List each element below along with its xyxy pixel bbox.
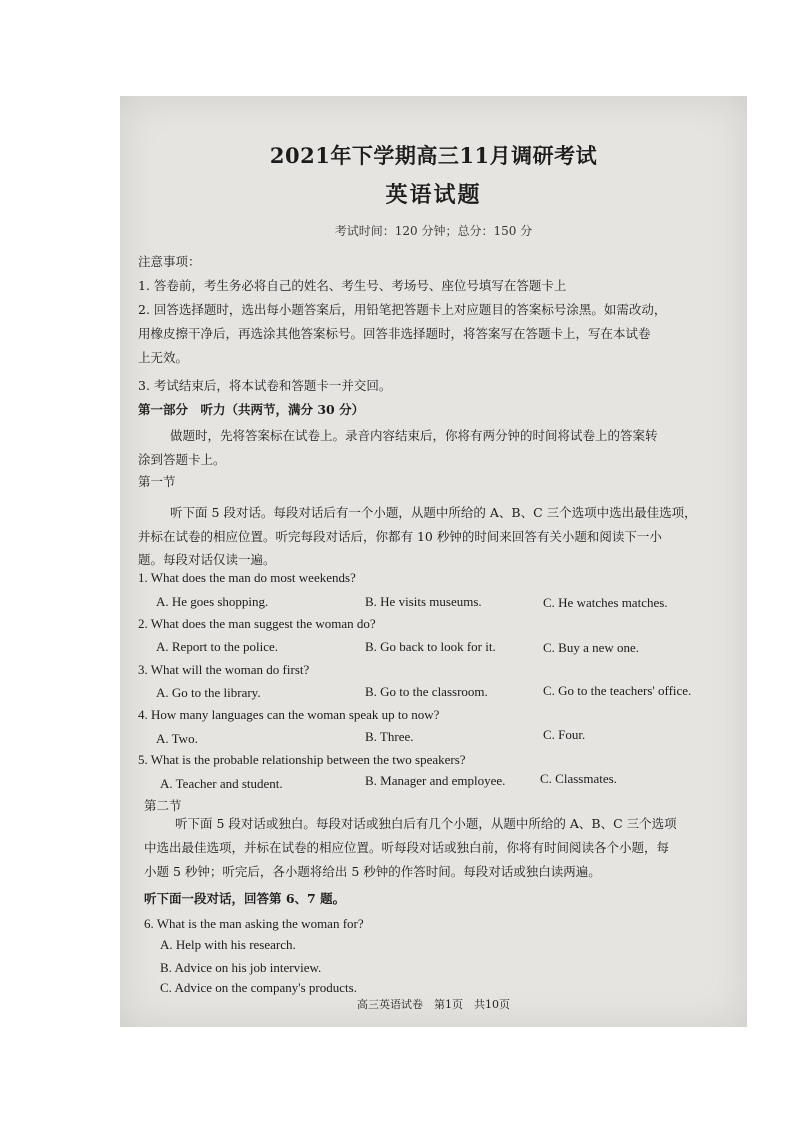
- question-3-option-c: C. Go to the teachers' office.: [543, 683, 692, 698]
- question-1: 1. What does the man do most weekends?: [138, 570, 356, 585]
- question-6-option-b: B. Advice on his job interview.: [160, 960, 322, 975]
- question-1-option-b: B. He visits museums.: [365, 594, 482, 609]
- section1-heading: 第一节: [138, 474, 176, 489]
- question-4-option-a: A. Two.: [156, 731, 198, 746]
- question-5-option-a: A. Teacher and student.: [160, 776, 283, 791]
- question-2-option-b: B. Go back to look for it.: [365, 639, 496, 654]
- question-group-heading: 听下面一段对话，回答第 6、7 题。: [144, 891, 346, 906]
- section1-intro-line2: 并标在试卷的相应位置。听完每段对话后，你都有 10 秒钟的时间来回答有关小题和阅读下一小: [138, 529, 662, 544]
- notice-item-3: 3. 考试结束后，将本试卷和答题卡一并交回。: [138, 378, 392, 393]
- question-3: 3. What will the woman do first?: [138, 662, 310, 677]
- section2-heading: 第二节: [144, 798, 182, 813]
- question-1-option-a: A. He goes shopping.: [156, 594, 269, 609]
- notice-item-2-line3: 上无效。: [138, 350, 189, 365]
- question-2-option-c: C. Buy a new one.: [543, 640, 640, 655]
- section1-intro-line3: 题。每段对话仅读一遍。: [138, 552, 276, 567]
- section1-intro-line1: 听下面 5 段对话。每段对话后有一个小题，从题中所给的 A、B、C 三个选项中选出最佳选项，: [170, 505, 697, 520]
- part1-intro-line2: 涂到答题卡上。: [138, 452, 226, 467]
- page-footer: 高三英语试卷 第1页 共10页: [357, 998, 510, 1011]
- part1-heading: 第一部分 听力（共两节，满分 30 分）: [138, 402, 365, 417]
- notice-item-1: 1. 答卷前，考生务必将自己的姓名、考生号、考场号、座位号填写在答题卡上: [138, 278, 567, 293]
- question-6-option-a: A. Help with his research.: [160, 937, 296, 952]
- question-6-option-c: C. Advice on the company's products.: [160, 980, 357, 995]
- subject-title: 英语试题: [385, 182, 482, 208]
- question-4-option-b: B. Three.: [365, 729, 414, 744]
- question-3-option-a: A. Go to the library.: [156, 685, 261, 700]
- question-2: 2. What does the man suggest the woman do?: [138, 616, 376, 631]
- notice-item-2-line1: 2. 回答选择题时，选出每小题答案后，用铅笔把答题卡上对应题目的答案标号涂黑。如需改动，: [138, 302, 667, 317]
- section2-intro-line2: 中选出最佳选项，并标在试卷的相应位置。听每段对话或独白前，你将有时间阅读各个小题，每: [144, 840, 670, 855]
- part1-intro-line1: 做题时，先将答案标在试卷上。录音内容结束后，你将有两分钟的时间将试卷上的答案转: [170, 428, 658, 443]
- question-2-option-a: A. Report to the police.: [156, 639, 279, 654]
- exam-page: [120, 96, 747, 1027]
- exam-info: 考试时间：120 分钟；总分：150 分: [334, 224, 533, 238]
- question-5-option-b: B. Manager and employee.: [365, 773, 506, 788]
- section2-intro-line1: 听下面 5 段对话或独白。每段对话或独白后有几个小题，从题中所给的 A、B、C 三个选项: [175, 816, 677, 831]
- question-4-option-c: C. Four.: [543, 727, 586, 742]
- question-3-option-b: B. Go to the classroom.: [365, 684, 488, 699]
- question-5: 5. What is the probable relationship between the two speakers?: [138, 752, 466, 767]
- exam-title: 2021年下学期高三11月调研考试: [269, 143, 598, 168]
- question-4: 4. How many languages can the woman speak up to now?: [138, 707, 440, 722]
- question-6: 6. What is the man asking the woman for?: [144, 916, 364, 931]
- notice-heading: 注意事项：: [138, 254, 201, 269]
- question-1-option-c: C. He watches matches.: [543, 595, 668, 610]
- section2-intro-line3: 小题 5 秒钟；听完后，各小题将给出 5 秒钟的作答时间。每段对话或独白读两遍。: [144, 864, 601, 879]
- notice-item-2-line2: 用橡皮擦干净后，再选涂其他答案标号。回答非选择题时，将答案写在答题卡上，写在本试卷: [138, 326, 651, 341]
- question-5-option-c: C. Classmates.: [540, 771, 617, 786]
